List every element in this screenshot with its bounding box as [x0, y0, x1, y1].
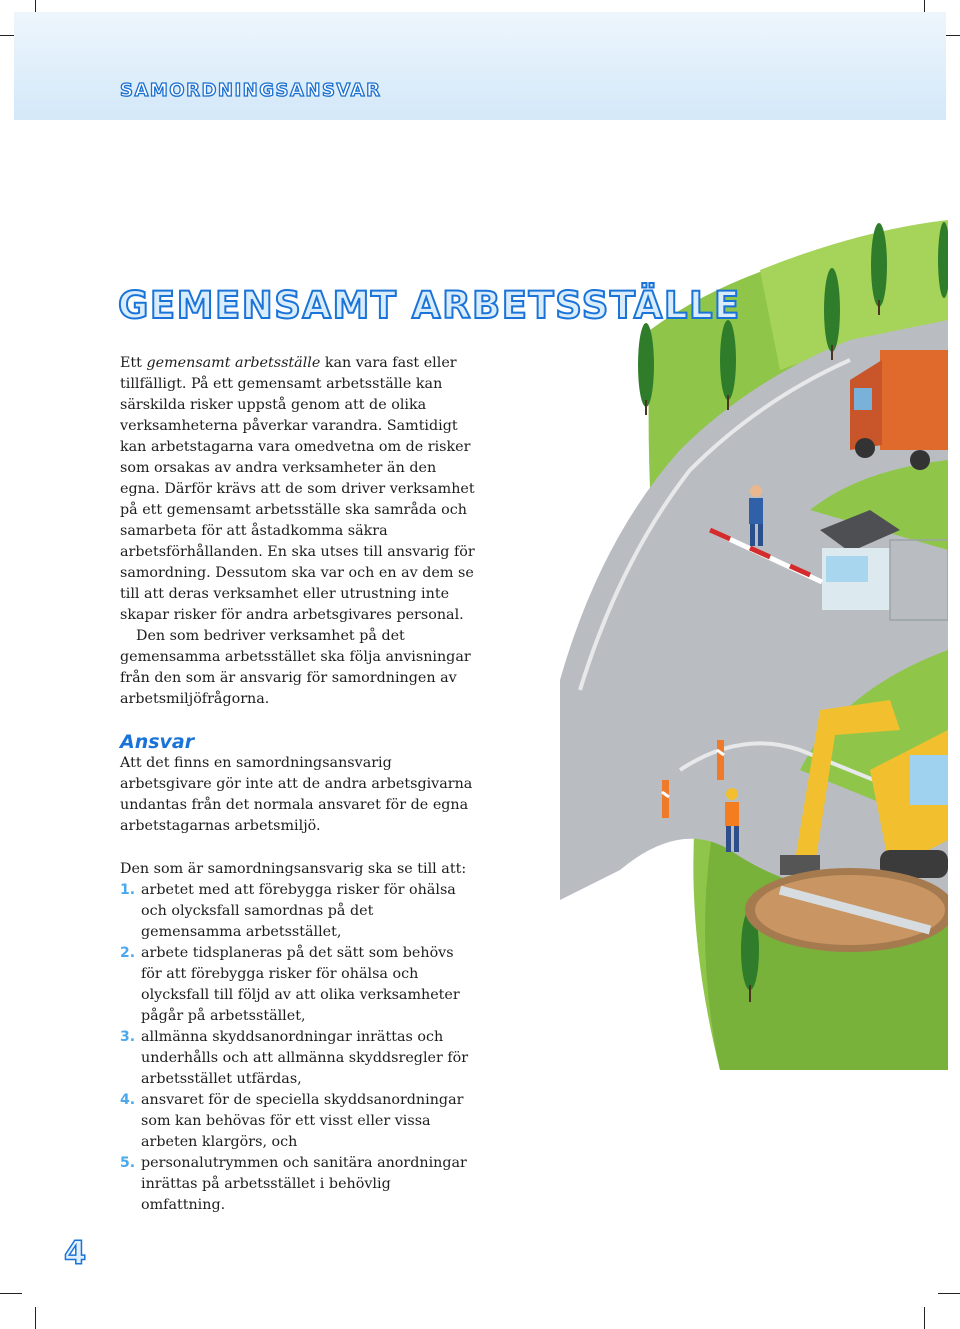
list-item [120, 1027, 475, 1090]
crop-mark-bottom-left-h [0, 1293, 22, 1294]
crop-mark-bottom-right [924, 1307, 925, 1329]
intro-paragraph-2: Den som bedriver verksamhet på det gemensamma arbetsstället ska följa anvisningar från den som är ansvarig för samordningen av arbetsmiljöfrågorna. [120, 628, 471, 707]
body-text-column [120, 353, 475, 1216]
list-item [120, 943, 475, 1027]
intro-text-start: Ett [120, 355, 147, 371]
list-item [120, 1153, 475, 1216]
page-title: GEMENSAMT ARBETSSTÄLLE [118, 284, 741, 327]
intro-emphasis: gemensamt arbetsställe [146, 355, 321, 371]
list-number: 2. [120, 945, 136, 961]
crop-mark-bottom-left [35, 1307, 36, 1329]
intro-text-rest: kan vara fast eller tillfälligt. På ett gemensamt arbetsställe kan särskilda risker uppstå genom att de olika verksamheterna påverkar varandra. Samtidigt kan arbetstagarna vara omedvetna om de risker som orsakas av andra verksamheter än den egna. Därför krävs att de som driver verksamhet på ett gemensamt arbetsställe ska samråda och samarbeta för att åstadkomma säkra arbetsförhållanden. En ska utses till ansvarig för samordning. Dessutom ska var och en av dem se till att deras verksamhet eller utrustning inte skapar risker för andra arbetsgivares personal. [120, 355, 475, 623]
list-number: 4. [120, 1092, 136, 1108]
list-item-text: arbete tidsplaneras på det sätt som behövs för att förebygga risker för ohälsa och olycksfall till följd av att olika verksamheter pågår på arbetsstället, [141, 945, 460, 1024]
section-label: SAMORDNINGSANSVAR [120, 80, 382, 101]
list-number: 3. [120, 1029, 136, 1045]
intro-paragraph [120, 353, 475, 626]
duties-lead: Den som är samordningsansvarig ska se till att: [120, 861, 467, 877]
list-number: 1. [120, 882, 136, 898]
duties-list [120, 880, 475, 1216]
header-band [14, 12, 946, 120]
page-number: 4 [64, 1234, 87, 1272]
list-item-text: arbetet med att förebygga risker för ohälsa och olycksfall samordnas på det gemensamma arbetsstället, [141, 882, 456, 940]
construction-site-illustration [560, 210, 948, 1070]
list-item-text: personalutrymmen och sanitära anordningar inrättas på arbetsstället i behövlig omfattning. [141, 1155, 467, 1213]
ansvar-heading: Ansvar [120, 731, 195, 753]
list-item-text: allmänna skyddsanordningar inrättas och underhålls och att allmänna skyddsregler för arbetsstället utfärdas, [141, 1029, 469, 1087]
crop-mark-bottom-right-h [938, 1293, 960, 1294]
list-item [120, 1090, 475, 1153]
list-item-text: ansvaret för de speciella skyddsanordningar som kan behövas för ett visst eller vissa arbeten klargörs, och [141, 1092, 464, 1150]
list-item [120, 880, 475, 943]
list-number: 5. [120, 1155, 136, 1171]
ansvar-paragraph: Att det finns en samordningsansvarig arbetsgivare gör inte att de andra arbetsgivarna undantas från det normala ansvaret för de egna arbetstagarnas arbetsmiljö. [120, 755, 473, 834]
